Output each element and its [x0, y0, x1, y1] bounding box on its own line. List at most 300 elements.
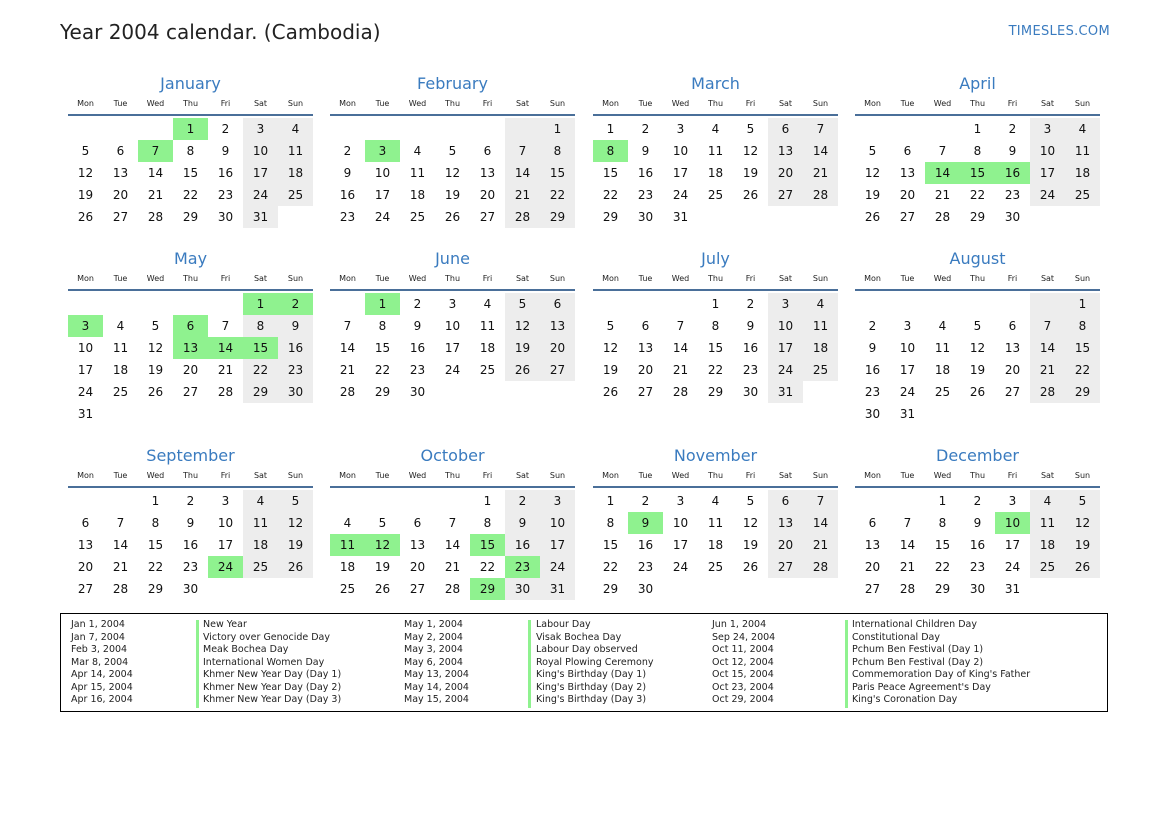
- day-cell: 10: [444, 319, 461, 333]
- day-cell: 10: [672, 516, 689, 530]
- day-cell: 11: [479, 319, 496, 333]
- day-cell: 11: [243, 512, 278, 534]
- weekday-label: Wed: [146, 471, 165, 480]
- day-cell: 17: [899, 363, 916, 377]
- day-cell: 1: [173, 118, 208, 140]
- weekday-label: Sun: [812, 471, 829, 480]
- month-september: [68, 443, 313, 600]
- day-cell: 27: [540, 359, 575, 381]
- day-cell: 26: [602, 385, 619, 399]
- holiday-name: Khmer New Year Day (Day 2): [203, 681, 342, 693]
- empty-cell: [540, 381, 575, 403]
- day-cell: 29: [602, 582, 619, 596]
- holiday-date: May 14, 2004: [404, 681, 469, 693]
- day-cell: 16: [742, 341, 759, 355]
- day-grid: [68, 116, 313, 228]
- day-cell: 2: [186, 494, 195, 508]
- day-cell: 11: [1030, 512, 1065, 534]
- day-cell: 26: [1065, 556, 1100, 578]
- weekday-label: Mon: [77, 274, 94, 283]
- weekday-label: Fri: [220, 274, 231, 283]
- day-cell: 21: [899, 560, 916, 574]
- day-cell: 15: [540, 162, 575, 184]
- weekday-label: Fri: [482, 99, 493, 108]
- day-cell: 12: [278, 512, 313, 534]
- day-cell: 13: [409, 538, 426, 552]
- day-cell: 12: [602, 341, 619, 355]
- day-cell: 19: [505, 337, 540, 359]
- day-cell: 13: [1004, 341, 1021, 355]
- day-cell: 15: [960, 162, 995, 184]
- holiday-date: May 13, 2004: [404, 669, 469, 680]
- day-cell: 7: [343, 319, 352, 333]
- day-cell: 24: [540, 556, 575, 578]
- holiday-name: Royal Plowing Ceremony: [536, 656, 654, 668]
- empty-cell: [505, 381, 540, 403]
- weekday-label: Tue: [638, 99, 653, 108]
- weekday-label: Tue: [375, 274, 390, 283]
- holiday-date: Oct 15, 2004: [712, 669, 774, 680]
- holiday-name: Khmer New Year Day (Day 3): [203, 694, 342, 705]
- month-may: [68, 246, 313, 425]
- holiday-date: Oct 29, 2004: [712, 694, 774, 705]
- day-cell: 10: [77, 341, 94, 355]
- day-cell: 28: [444, 582, 461, 596]
- day-cell: 9: [868, 341, 877, 355]
- day-cell: 13: [899, 166, 916, 180]
- day-cell: 19: [742, 166, 759, 180]
- day-cell: 6: [116, 144, 125, 158]
- day-cell: 26: [742, 188, 759, 202]
- day-cell: 10: [374, 166, 391, 180]
- day-grid: [855, 488, 1100, 600]
- day-cell: 23: [1004, 188, 1021, 202]
- day-cell: 18: [1065, 162, 1100, 184]
- empty-cell: [278, 578, 313, 600]
- day-grid: [855, 116, 1100, 228]
- month-title: November: [673, 446, 758, 465]
- holiday-name: King's Birthday (Day 2): [536, 681, 647, 693]
- day-cell: 8: [378, 319, 387, 333]
- day-cell: 3: [903, 319, 912, 333]
- day-cell: 11: [330, 534, 365, 556]
- day-cell: 7: [448, 516, 457, 530]
- day-cell: 12: [969, 341, 986, 355]
- weekday-header: [593, 97, 838, 116]
- day-cell: 17: [1004, 538, 1021, 552]
- day-cell: 17: [768, 337, 803, 359]
- holiday-date: May 2, 2004: [404, 631, 463, 643]
- day-cell: 18: [339, 560, 356, 574]
- holiday-name: Pchum Ben Festival (Day 2): [852, 656, 984, 668]
- day-cell: 29: [374, 385, 391, 399]
- weekday-label: Fri: [482, 274, 493, 283]
- day-cell: 30: [505, 578, 540, 600]
- day-cell: 22: [540, 184, 575, 206]
- weekday-label: Sat: [778, 471, 793, 480]
- day-cell: 29: [934, 582, 951, 596]
- weekday-label: Wed: [671, 471, 690, 480]
- day-cell: 16: [182, 538, 199, 552]
- day-cell: 16: [505, 534, 540, 556]
- day-cell: 6: [413, 516, 422, 530]
- day-cell: 25: [278, 184, 313, 206]
- day-cell: 12: [1065, 512, 1100, 534]
- weekday-label: Tue: [638, 274, 653, 283]
- day-cell: 29: [182, 210, 199, 224]
- empty-cell: [103, 403, 138, 425]
- empty-cell: [400, 118, 435, 140]
- day-cell: 5: [1065, 490, 1100, 512]
- day-cell: 13: [864, 538, 881, 552]
- day-cell: 15: [470, 534, 505, 556]
- weekday-label: Mon: [602, 274, 619, 283]
- day-cell: 23: [182, 560, 199, 574]
- month-april: [855, 71, 1100, 228]
- day-cell: 13: [479, 166, 496, 180]
- holiday-name: Pchum Ben Festival (Day 1): [852, 644, 984, 655]
- day-cell: 29: [602, 210, 619, 224]
- day-cell: 25: [707, 188, 724, 202]
- empty-cell: [698, 578, 733, 600]
- empty-cell: [365, 490, 400, 512]
- holiday-name: Meak Bochea Day: [203, 644, 289, 655]
- day-cell: 21: [217, 363, 234, 377]
- day-cell: 1: [365, 293, 400, 315]
- weekday-label: Mon: [602, 99, 619, 108]
- weekday-label: Wed: [671, 274, 690, 283]
- empty-cell: [803, 381, 838, 403]
- empty-cell: [925, 403, 960, 425]
- day-cell: 4: [711, 122, 720, 136]
- day-cell: 8: [711, 319, 720, 333]
- day-cell: 28: [672, 385, 689, 399]
- month-june: [330, 246, 575, 403]
- day-cell: 11: [1065, 140, 1100, 162]
- day-cell: 1: [711, 297, 720, 311]
- day-cell: 13: [77, 538, 94, 552]
- day-cell: 31: [77, 407, 94, 421]
- day-cell: 7: [903, 516, 912, 530]
- day-cell: 21: [112, 560, 129, 574]
- weekday-label: Sun: [1074, 274, 1091, 283]
- day-cell: 4: [343, 516, 352, 530]
- weekday-label: Thu: [707, 274, 724, 283]
- day-grid: [855, 291, 1100, 425]
- day-cell: 16: [409, 341, 426, 355]
- day-cell: 23: [864, 385, 881, 399]
- empty-cell: [855, 293, 890, 315]
- month-title: April: [959, 74, 996, 93]
- day-cell: 20: [637, 363, 654, 377]
- day-cell: 20: [1004, 363, 1021, 377]
- empty-cell: [1030, 206, 1065, 228]
- weekday-header: [68, 97, 313, 116]
- day-cell: 25: [1065, 184, 1100, 206]
- day-cell: 2: [343, 144, 352, 158]
- day-cell: 8: [243, 315, 278, 337]
- day-cell: 14: [444, 538, 461, 552]
- month-march: [593, 71, 838, 228]
- holiday-date: Mar 8, 2004: [71, 656, 129, 668]
- month-title: January: [160, 74, 221, 93]
- day-cell: 11: [934, 341, 951, 355]
- day-cell: 24: [1030, 184, 1065, 206]
- day-cell: 21: [444, 560, 461, 574]
- day-cell: 10: [995, 512, 1030, 534]
- day-cell: 3: [540, 490, 575, 512]
- day-cell: 7: [116, 516, 125, 530]
- weekday-label: Sat: [253, 99, 268, 108]
- empty-cell: [995, 403, 1030, 425]
- day-cell: 7: [138, 140, 173, 162]
- day-cell: 7: [505, 140, 540, 162]
- empty-cell: [330, 490, 365, 512]
- holiday-name: Visak Bochea Day: [536, 631, 622, 643]
- day-cell: 10: [1030, 140, 1065, 162]
- day-cell: 2: [641, 494, 650, 508]
- day-cell: 2: [868, 319, 877, 333]
- empty-cell: [995, 293, 1030, 315]
- weekday-label: Sat: [515, 274, 530, 283]
- weekday-label: Sat: [1040, 274, 1055, 283]
- day-cell: 2: [505, 490, 540, 512]
- day-cell: 19: [742, 538, 759, 552]
- empty-cell: [400, 490, 435, 512]
- empty-cell: [330, 118, 365, 140]
- day-cell: 2: [221, 122, 230, 136]
- empty-cell: [243, 578, 278, 600]
- weekday-label: Thu: [707, 471, 724, 480]
- empty-cell: [68, 118, 103, 140]
- empty-cell: [1065, 578, 1100, 600]
- day-cell: 30: [182, 582, 199, 596]
- day-cell: 6: [173, 315, 208, 337]
- day-cell: 2: [413, 297, 422, 311]
- month-title: September: [146, 446, 235, 465]
- day-cell: 20: [768, 534, 803, 556]
- day-cell: 12: [77, 166, 94, 180]
- day-cell: 12: [505, 315, 540, 337]
- day-cell: 15: [934, 538, 951, 552]
- day-cell: 5: [81, 144, 90, 158]
- day-cell: 29: [540, 206, 575, 228]
- weekday-label: Tue: [113, 274, 128, 283]
- empty-cell: [505, 118, 540, 140]
- empty-cell: [628, 293, 663, 315]
- day-cell: 1: [540, 118, 575, 140]
- day-cell: 7: [803, 118, 838, 140]
- day-cell: 31: [899, 407, 916, 421]
- holiday-date: Apr 14, 2004: [71, 669, 133, 680]
- holiday-name: International Children Day: [852, 619, 977, 630]
- day-cell: 22: [479, 560, 496, 574]
- weekday-label: Wed: [671, 99, 690, 108]
- day-cell: 12: [444, 166, 461, 180]
- day-cell: 9: [1008, 144, 1017, 158]
- weekday-label: Tue: [375, 99, 390, 108]
- day-cell: 22: [707, 363, 724, 377]
- day-cell: 21: [147, 188, 164, 202]
- day-cell: 22: [147, 560, 164, 574]
- weekday-label: Sun: [549, 471, 566, 480]
- day-cell: 15: [147, 538, 164, 552]
- empty-cell: [855, 490, 890, 512]
- day-cell: 15: [1065, 337, 1100, 359]
- empty-cell: [278, 403, 313, 425]
- weekday-label: Wed: [408, 99, 427, 108]
- month-title: May: [173, 249, 208, 268]
- holiday-column-bar: [196, 620, 199, 708]
- day-cell: 20: [540, 337, 575, 359]
- day-cell: 3: [1030, 118, 1065, 140]
- day-cell: 9: [505, 512, 540, 534]
- day-cell: 22: [182, 188, 199, 202]
- day-cell: 14: [112, 538, 129, 552]
- day-cell: 6: [868, 516, 877, 530]
- weekday-label: Wed: [408, 471, 427, 480]
- day-grid: [593, 291, 838, 403]
- weekday-label: Mon: [864, 274, 881, 283]
- day-cell: 23: [969, 560, 986, 574]
- empty-cell: [173, 403, 208, 425]
- day-cell: 15: [602, 538, 619, 552]
- day-cell: 5: [868, 144, 877, 158]
- day-cell: 27: [479, 210, 496, 224]
- day-cell: 18: [278, 162, 313, 184]
- empty-cell: [1065, 206, 1100, 228]
- day-cell: 28: [899, 582, 916, 596]
- day-grid: [330, 488, 575, 600]
- day-cell: 29: [969, 210, 986, 224]
- day-cell: 24: [444, 363, 461, 377]
- weekday-label: Wed: [933, 274, 952, 283]
- day-cell: 30: [864, 407, 881, 421]
- weekday-label: Wed: [933, 471, 952, 480]
- weekday-label: Sun: [287, 274, 304, 283]
- weekday-label: Mon: [77, 99, 94, 108]
- weekday-label: Sun: [812, 274, 829, 283]
- empty-cell: [890, 293, 925, 315]
- day-cell: 30: [742, 385, 759, 399]
- holiday-name: New Year: [203, 619, 247, 630]
- day-cell: 11: [707, 516, 724, 530]
- day-cell: 6: [641, 319, 650, 333]
- day-cell: 22: [602, 188, 619, 202]
- day-grid: [68, 291, 313, 425]
- day-cell: 22: [1065, 359, 1100, 381]
- weekday-label: Fri: [482, 471, 493, 480]
- day-cell: 16: [864, 363, 881, 377]
- day-cell: 28: [112, 582, 129, 596]
- empty-cell: [803, 206, 838, 228]
- day-cell: 26: [864, 210, 881, 224]
- holiday-name: Labour Day: [536, 619, 591, 630]
- day-cell: 9: [413, 319, 422, 333]
- empty-cell: [68, 490, 103, 512]
- day-cell: 10: [217, 516, 234, 530]
- day-cell: 9: [278, 315, 313, 337]
- weekday-label: Mon: [339, 274, 356, 283]
- month-title: July: [701, 249, 730, 268]
- site-logo-link[interactable]: TIMESLES.COM: [1008, 24, 1110, 39]
- day-cell: 16: [637, 166, 654, 180]
- day-cell: 8: [186, 144, 195, 158]
- day-cell: 25: [112, 385, 129, 399]
- day-cell: 3: [676, 494, 685, 508]
- day-cell: 9: [628, 512, 663, 534]
- weekday-label: Sun: [287, 99, 304, 108]
- empty-cell: [68, 293, 103, 315]
- day-cell: 31: [672, 210, 689, 224]
- day-cell: 6: [1008, 319, 1017, 333]
- day-cell: 19: [602, 363, 619, 377]
- holiday-date: Apr 15, 2004: [71, 681, 133, 693]
- weekday-label: Fri: [220, 471, 231, 480]
- day-cell: 6: [903, 144, 912, 158]
- day-cell: 11: [278, 140, 313, 162]
- day-cell: 30: [409, 385, 426, 399]
- day-cell: 3: [1008, 494, 1017, 508]
- day-cell: 16: [339, 188, 356, 202]
- day-cell: 17: [540, 534, 575, 556]
- day-grid: [593, 116, 838, 228]
- day-cell: 23: [505, 556, 540, 578]
- day-cell: 25: [479, 363, 496, 377]
- day-cell: 17: [672, 166, 689, 180]
- day-cell: 22: [374, 363, 391, 377]
- holiday-date: Apr 16, 2004: [71, 694, 133, 705]
- empty-cell: [663, 293, 698, 315]
- empty-cell: [435, 381, 470, 403]
- month-title: June: [435, 249, 470, 268]
- day-cell: 27: [409, 582, 426, 596]
- day-cell: 27: [864, 582, 881, 596]
- empty-cell: [593, 293, 628, 315]
- empty-cell: [1030, 293, 1065, 315]
- day-cell: 30: [278, 381, 313, 403]
- weekday-header: [330, 469, 575, 488]
- day-cell: 19: [864, 188, 881, 202]
- day-cell: 5: [151, 319, 160, 333]
- day-cell: 5: [448, 144, 457, 158]
- day-cell: 3: [221, 494, 230, 508]
- day-cell: 3: [243, 118, 278, 140]
- day-cell: 9: [746, 319, 755, 333]
- day-cell: 26: [147, 385, 164, 399]
- weekday-label: Fri: [1007, 471, 1018, 480]
- day-cell: 21: [505, 184, 540, 206]
- weekday-label: Sat: [515, 99, 530, 108]
- holiday-date: Sep 24, 2004: [712, 631, 776, 643]
- holiday-name: King's Birthday (Day 3): [536, 694, 647, 705]
- day-cell: 18: [243, 534, 278, 556]
- month-title: December: [936, 446, 1019, 465]
- weekday-label: Thu: [182, 99, 199, 108]
- month-january: [68, 71, 313, 228]
- day-cell: 14: [208, 337, 243, 359]
- day-cell: 20: [112, 188, 129, 202]
- day-cell: 9: [221, 144, 230, 158]
- weekday-label: Wed: [146, 274, 165, 283]
- day-cell: 18: [1030, 534, 1065, 556]
- day-cell: 7: [221, 319, 230, 333]
- day-cell: 1: [606, 494, 615, 508]
- day-cell: 21: [339, 363, 356, 377]
- day-cell: 7: [1030, 315, 1065, 337]
- day-cell: 11: [409, 166, 426, 180]
- day-cell: 8: [973, 144, 982, 158]
